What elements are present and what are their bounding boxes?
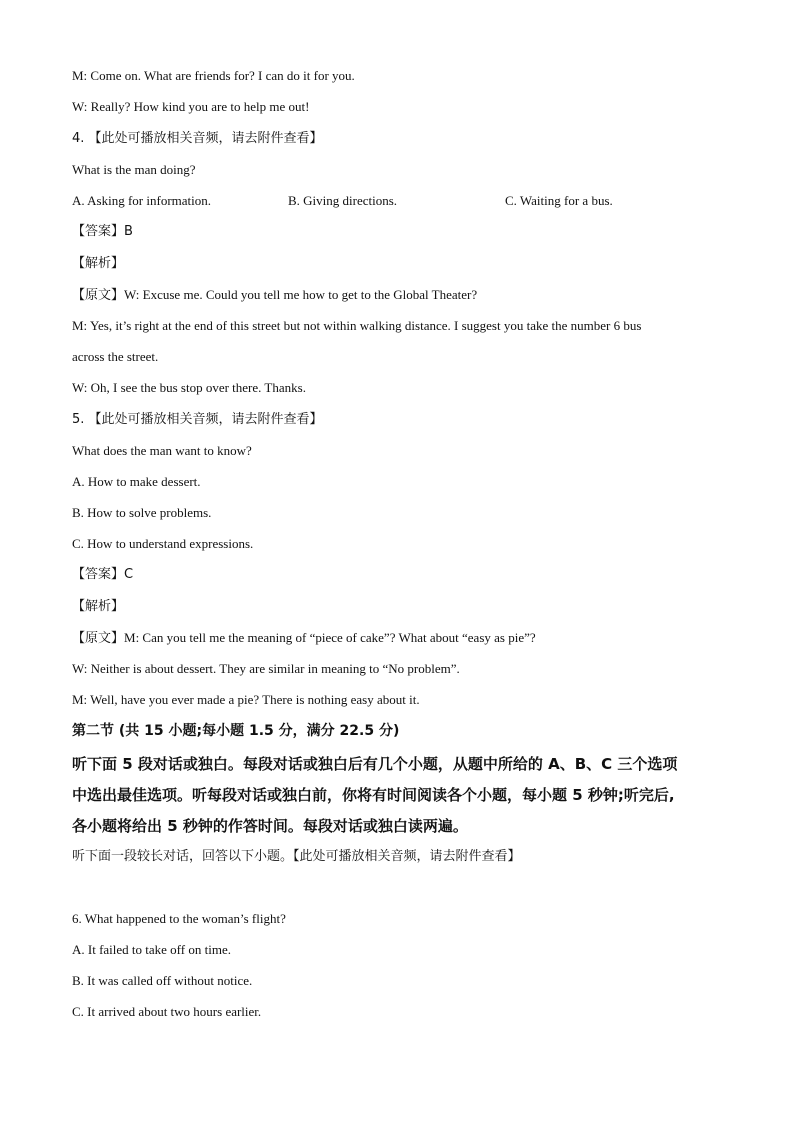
question-5-answer: 【答案】C bbox=[72, 567, 134, 582]
original-text-tag: 【原文】 bbox=[72, 288, 125, 303]
question-4-option-c: C. Waiting for a bus. bbox=[505, 193, 613, 208]
question-5-analysis-label: 【解析】 bbox=[72, 599, 125, 614]
question-5-option-c: C. How to understand expressions. bbox=[72, 536, 254, 551]
question-6-option-a: A. It failed to take off on time. bbox=[72, 942, 231, 957]
question-4-text: What is the man doing? bbox=[72, 162, 196, 177]
original-text-tag: 【原文】 bbox=[72, 631, 125, 646]
section-instructions-line: 各小题将给出 5 秒钟的作答时间。每段对话或独白读两遍。 bbox=[72, 817, 468, 835]
question-4-option-a: A. Asking for information. bbox=[72, 193, 212, 208]
question-4-header: 4. 【此处可播放相关音频，请去附件查看】 bbox=[72, 131, 323, 146]
question-5-header: 5. 【此处可播放相关音频，请去附件查看】 bbox=[72, 412, 323, 427]
section-instructions-line: 中选出最佳选项。听每段对话或独白前，你将有时间阅读各个小题，每小题 5 秒钟;听完后, bbox=[72, 786, 675, 804]
question-6-option-c: C. It arrived about two hours earlier. bbox=[72, 1004, 262, 1019]
question-5-option-a: A. How to make dessert. bbox=[72, 474, 201, 489]
question-4-option-b: B. Giving directions. bbox=[288, 193, 398, 208]
dialogue-line: M: Come on. What are friends for? I can do it for you. bbox=[72, 68, 355, 83]
question-4-analysis-label: 【解析】 bbox=[72, 256, 125, 271]
section-title: 第二节 (共 15 小题;每小题 1.5 分，满分 22.5 分) bbox=[72, 723, 400, 739]
question-5-original bbox=[72, 630, 536, 647]
dialogue-line: W: Oh, I see the bus stop over there. Thanks. bbox=[72, 380, 306, 395]
question-6-text: 6. What happened to the woman’s flight? bbox=[72, 911, 286, 926]
dialogue-line: W: Really? How kind you are to help me out! bbox=[72, 99, 310, 114]
section-audio-instruction: 听下面一段较长对话，回答以下小题。【此处可播放相关音频，请去附件查看】 bbox=[72, 849, 521, 864]
dialogue-line: W: Neither is about dessert. They are similar in meaning to “No problem”. bbox=[72, 661, 460, 676]
original-text: M: Can you tell me the meaning of “piece of cake”? What about “easy as pie”? bbox=[124, 630, 536, 645]
section-instructions-line: 听下面 5 段对话或独白。每段对话或独白后有几个小题，从题中所给的 A、B、C 三个选项 bbox=[72, 755, 678, 773]
question-4-original bbox=[72, 287, 477, 304]
dialogue-line: M: Yes, it’s right at the end of this street but not within walking distance. I suggest you take the number 6 bus bbox=[72, 318, 642, 333]
dialogue-line: M: Well, have you ever made a pie? There is nothing easy about it. bbox=[72, 692, 420, 707]
question-6-option-b: B. It was called off without notice. bbox=[72, 973, 253, 988]
question-5-text: What does the man want to know? bbox=[72, 443, 252, 458]
dialogue-line: across the street. bbox=[72, 349, 159, 364]
question-5-option-b: B. How to solve problems. bbox=[72, 505, 212, 520]
question-4-answer: 【答案】B bbox=[72, 224, 133, 239]
original-text: W: Excuse me. Could you tell me how to get to the Global Theater? bbox=[124, 287, 478, 302]
